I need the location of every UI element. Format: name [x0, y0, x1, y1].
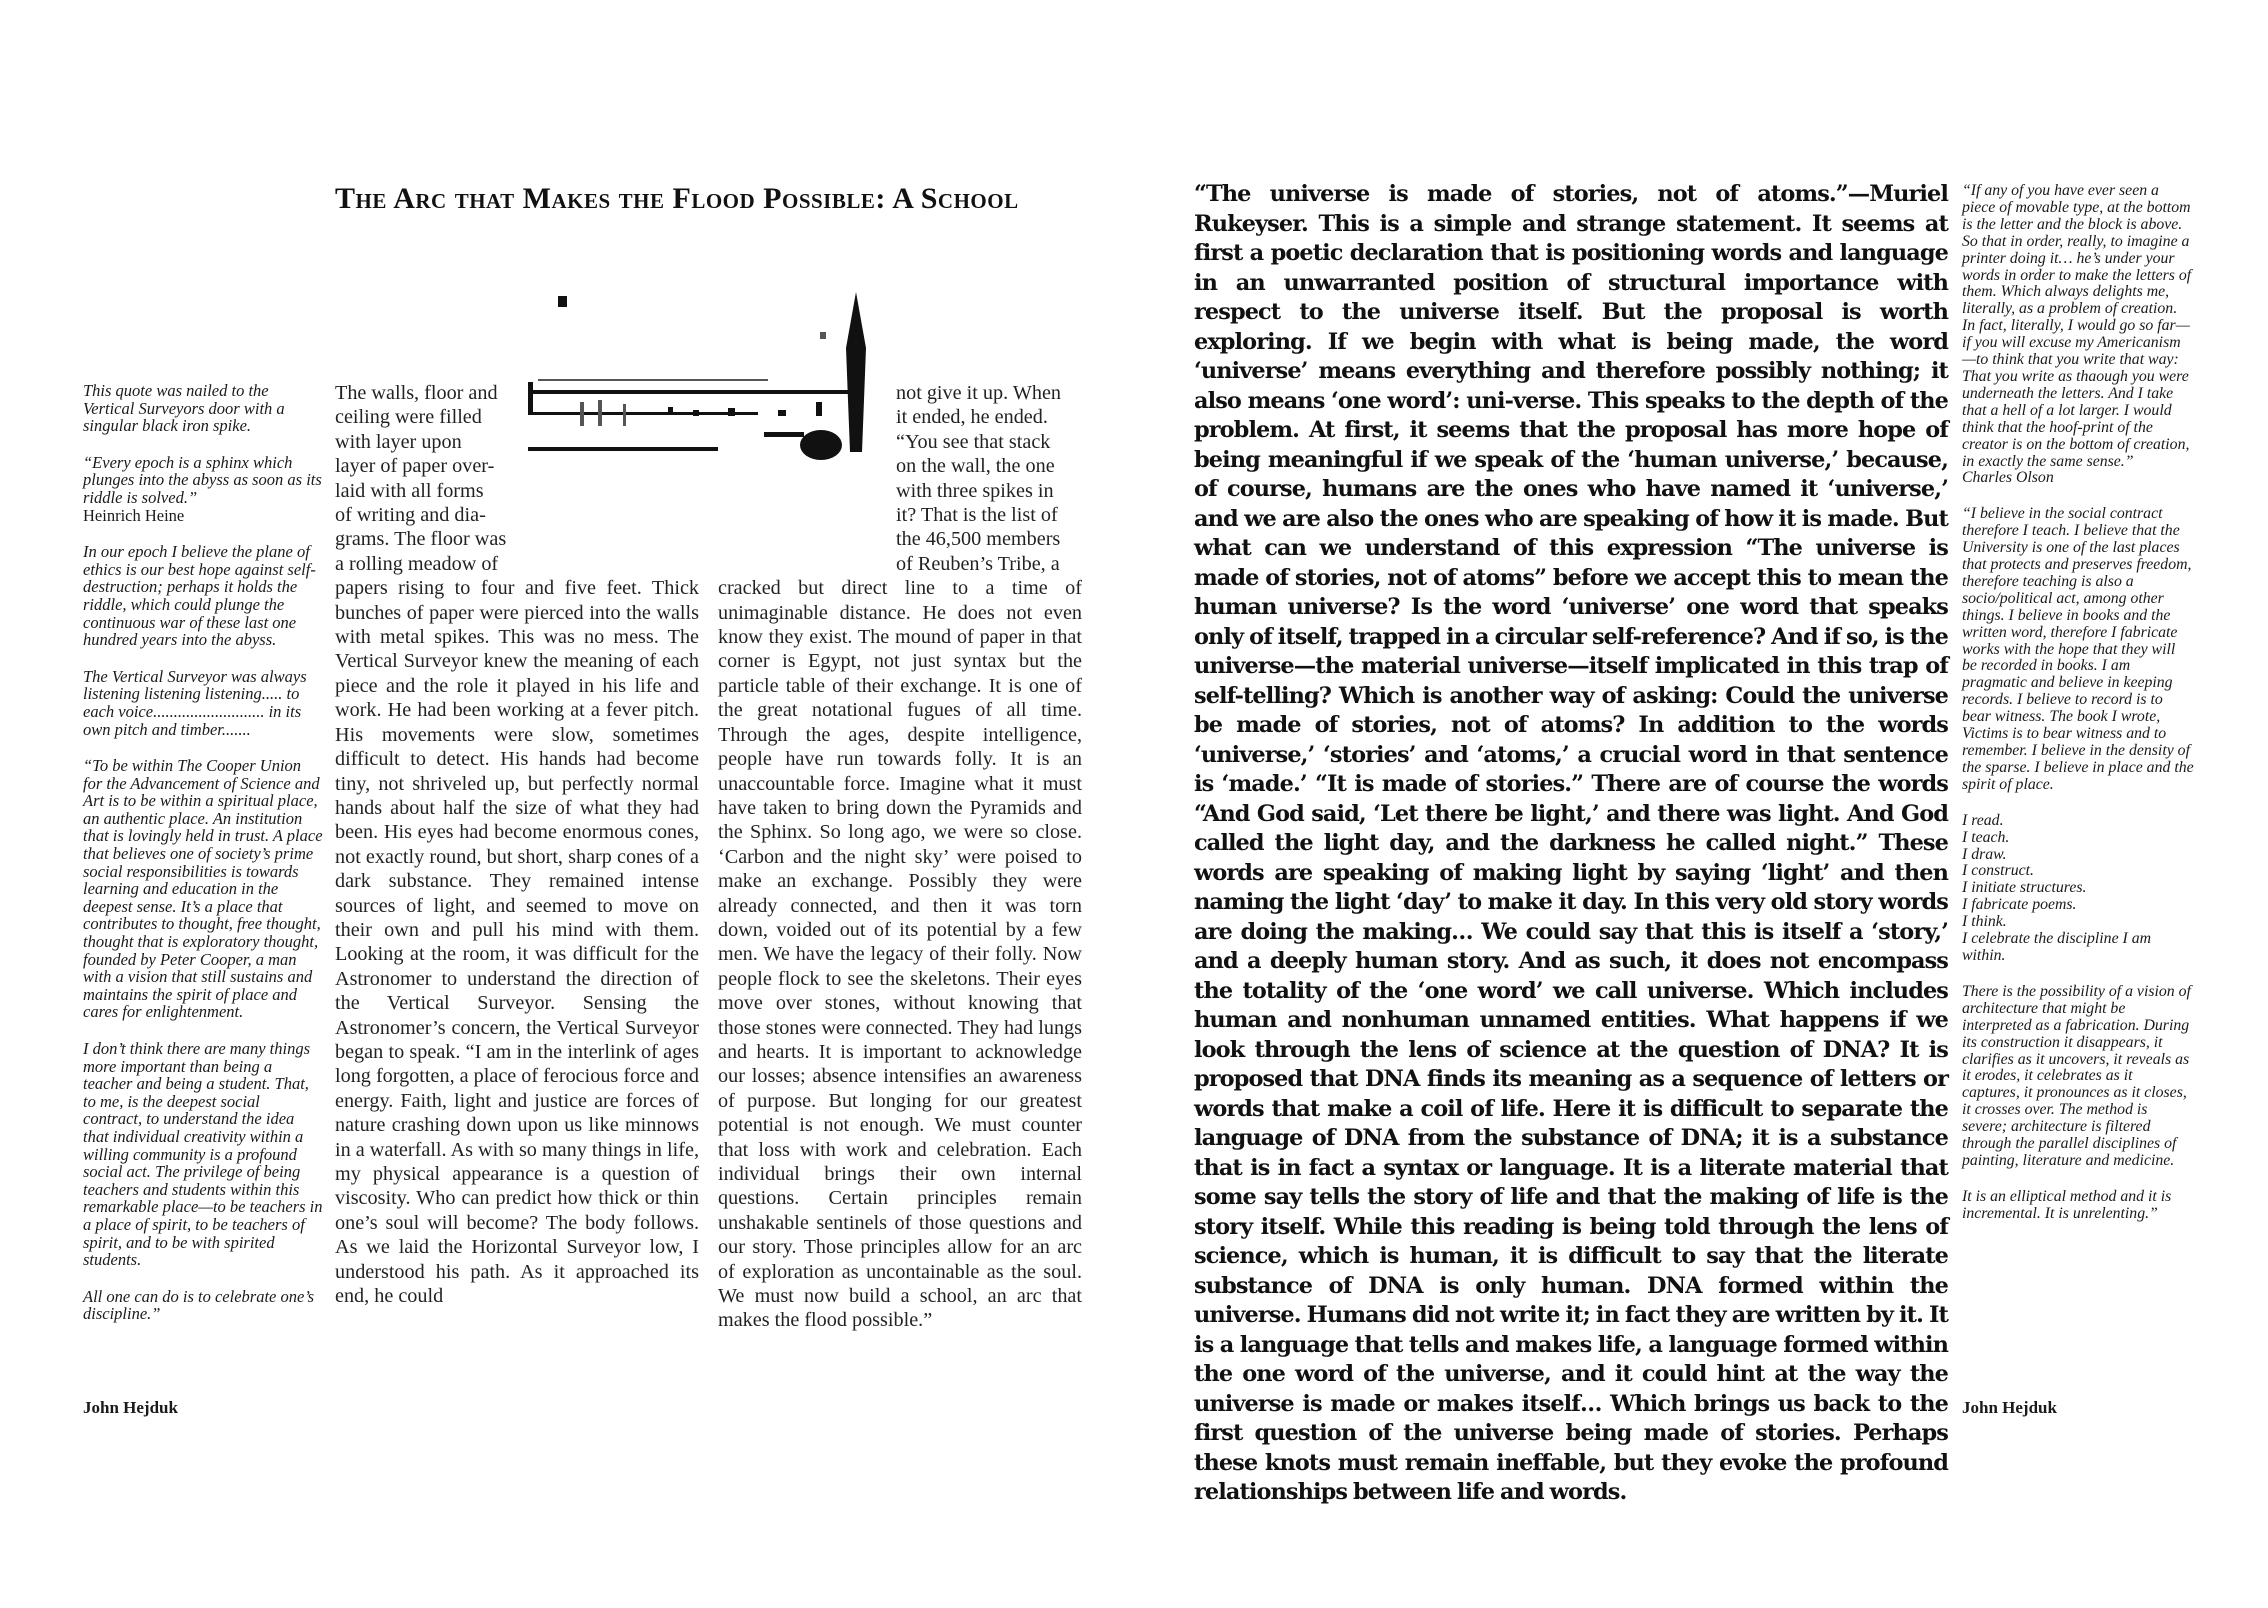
list-item: I initiate structures.	[1962, 879, 2087, 897]
margin-note: All one can do is to celebrate one’s discipline.”	[83, 1286, 315, 1324]
margin-note: There is the possibility of a vision of architecture that might be interpreted as a fabrication. During its construction it disappears, it clarifies as it uncovers, it reveals as it erodes, it celebrates as it captures, it pronounces as it closes, it crosses over. The method is severe; architecture is filtered through the parallel disciplines of painting, literature and medicine.	[1962, 982, 2191, 1169]
text-column-1	[335, 381, 699, 1308]
column-body: papers rising to four and five feet. Thick bunches of paper were pierced into the walls with metal spikes. This was no mess. The Vertical Surveyor knew the meaning of each piece and the role it played in his life and work. He had been working at a fever pitch. His movements were slow, sometimes difficult to detect. His hands had become tiny, not shriveled up, but perfectly normal hands about half the size of what they had been. His eyes had become enormous cones, not exactly round, but short, sharp cones of a dark substance. They remained intense sources of light, and seemed to move on their own and pull his mind with them. Looking at the room, it was difficult for the Astronomer to understand the direction of the Vertical Surveyor. Sensing the Astronomer’s concern, the Vertical Surveyor began to speak. “I am in the interlink of ages long forgotten, a place of ferocious force and energy. Faith, light and justice are forces of nature crashing down upon us like minnows in a waterfall. As with so many things in life, my physical appearance is a question of viscosity. Who can predict how thick or thin one’s soul will become? The body follows. As we laid the Horizontal Surveyor low, I understood his path. As it approached its end, he could	[335, 577, 699, 1308]
list-item: I teach.	[1962, 828, 2010, 846]
text-line: layer of paper over-	[335, 455, 495, 478]
column-body: cracked but direct line to a time of unimaginable distance. He does not even know they exist. The mound of paper in that corner is Egypt, not just syntax but the particle table of their exchange. It is one of the great notational fugues of all time. Through the ages, despite intelligence, people have run towards folly. It is an unaccountable force. Imagine what it must have taken to bring down the Pyramids and the Sphinx. So long ago, we were so close. ‘Carbon and the night sky’ were poised to make an exchange. Possibly they were already connected, and then it was torn down, voided out of its potential by a few men. We have the legacy of their folly. Now people flock to see the skeletons. Their eyes move over stones, without knowing that those stones were connected. They had lungs and hearts. It is important to acknowledge our losses; absence intensifies an awareness of purpose. But longing for our greatest potential is not enough. We must counter that loss with work and celebration. Each individual brings their own internal questions. Certain principles remain unshakable sentinels of those questions and our story. Those principles allow for an arc of exploration as uncontainable as the soul. We must now build a school, an arc that makes the flood possible.”	[718, 577, 1082, 1332]
text-line: The walls, floor and	[335, 382, 498, 404]
text-line: a rolling meadow of	[335, 552, 499, 575]
right-margin-notes	[1962, 183, 2194, 1242]
article-title: The Arc that Makes the Flood Possible: A School	[335, 182, 1019, 215]
text-line: of Reuben’s Tribe, a	[896, 552, 1060, 575]
text-line: grams. The floor was	[335, 528, 507, 551]
margin-note: “I believe in the social contract therefore I teach. I believe that the University is one of the last places that protects and preserves freedom, therefore teaching is also a socio/political act, among other things. I believe in books and the written word, therefore I fabricate works with the hope that they will be recorded in books. I am pragmatic and believe in keeping records. I believe to record is to bear witness. The book I wrote, Victims is to bear witness and to remember. I believe in the density of the sparse. I believe in place and the spirit of place.	[1962, 505, 2194, 793]
list-item: I celebrate the discipline I am within.	[1962, 930, 2152, 964]
margin-note: “To be within The Cooper Union for the Advancement of Science and Art is to be within a spiritual place, an authentic place. An institution that is lovingly held in trust. A place that believes one of society’s prime social responsibilities is towards learning and education in the deepest sense. It’s a place that contributes to thought, free thought, thought that is exploratory thought, founded by Peter Cooper, a man with a vision that still sustains and maintains the spirit of place and cares for enlightenment.	[83, 756, 323, 1022]
text-line: ceiling were filled	[335, 406, 482, 429]
quote-author: Heinrich Heine	[83, 505, 185, 525]
text-line: “You see that stack	[896, 430, 1051, 453]
text-line: the 46,500 members	[896, 528, 1061, 551]
list-item: I fabricate poems.	[1962, 896, 2077, 914]
text-line: on the wall, the one	[896, 455, 1055, 478]
list-item: I think.	[1962, 913, 2007, 931]
list-item: I read.	[1962, 811, 2004, 829]
margin-note: It is an elliptical method and it is incremental. It is unrelenting.”	[1962, 1187, 2172, 1222]
signature: John Hejduk	[83, 1398, 178, 1417]
quote-text: “If any of you have ever seen a piece of movable type, at the bottom is the letter and the block is above. So that in order, really, to imagine a printer doing it… he’s under your words in order to make the letters of them. Which always delights me, literally, as a problem of creation. In fact, literally, I would go so far—if you will excuse my Americanism—to think that you write that way: That you write as thaough you were underneath the letters. And I take that a hell of a lot larger. I would think that the hoof-print of the creator is on the bottom of creation, in exactly the same sense.”	[1962, 182, 2192, 470]
quote-text: “Every epoch is a sphinx which plunges into the abyss as soon as its riddle is solved.”	[83, 452, 322, 507]
text-line: of writing and dia-	[335, 504, 486, 527]
left-margin-notes	[83, 382, 323, 1342]
signature: John Hejduk	[1962, 1398, 2057, 1417]
column-wrap-text	[335, 381, 513, 576]
margin-quote	[1962, 183, 2194, 487]
margin-quote	[83, 454, 323, 524]
text-line: with three spikes in	[896, 479, 1054, 502]
essay-body: “The universe is made of stories, not of atoms.”—Muriel Rukeyser. This is a simple and strange statement. It seems at first a poetic declaration that is positioning words and language in an unwarranted position of structural importance with respect to the universe itself. But the proposal is worth exploring. If we begin with what is being made, the word ‘universe’ means everything and therefore possibly nothing; it also means ‘one word’: uni-verse. This speaks to the depth of the problem. At first, it seems that the proposal has more hope of being meaningful if we speak of the ‘human universe,’ because, of course, humans are the ones who have named it ‘universe,’ and we are also the ones who are speaking of how it is made. But what can we understand of this expression “The universe is made of stories, not of atoms” before we accept this to mean the human universe? Is the word ‘universe’ one word that speaks only of itself, trapped in a circular self-reference? And if so, is the universe—the material universe—itself implicated in this trap of self-telling? Which is another way of asking: Could the universe be made of stories, not of atoms? In addition to the words ‘universe,’ ‘stories’ and ‘atoms,’ a crucial word in that sentence is ‘made.’ “It is made of stories.” There are of course the words “And God said, ‘Let there be light,’ and there was light. And God called the light day, and the darkness he called night.” These words are speaking of making light by saying ‘light’ and then naming the light ‘day’ to make it day. In this very old story words are doing the making… We could say that this is itself a ‘story,’ and a deeply human story. And as such, it does not encompass the totality of the ‘one word’ we call universe. Which includes human and nonhuman unnamed entities. What happens if we look through the lens of science at the question of DNA? It is proposed that DNA finds its meaning as a sequence of letters or words that make a coil of life. Here it is difficult to separate the language of DNA from the substance of DNA; it is a substance that is in fact a syntax or language. It is a literate material that some say tells the story of life and that the making of life is the story itself. While this reading is being told through the lens of science, which is human, it is difficult to say that the literate substance of DNA is only human. DNA formed within the universe. Humans did not write it; in fact they are written by it. It is a language that tells and makes life, a language formed within the one word of the universe, and it could hint at the way the universe is made or makes itself… Which brings us back to the first question of the universe being made of stories. Perhaps these knots must remain ineffable, but they evoke the profound relationships between life and words.	[1194, 181, 1948, 1505]
column-wrap-text	[896, 381, 1082, 576]
text-line: not give it up. When	[896, 382, 1062, 404]
credo-list	[1962, 813, 2194, 965]
text-line: it? That is the list of	[896, 504, 1058, 527]
text-line: with layer upon	[335, 430, 462, 453]
margin-note: The Vertical Surveyor was always listening listening listening..... to each voice........................... in its own pitch and timber.......	[83, 666, 307, 739]
margin-note: I don’t think there are many things more important than being a teacher and being a student. That, to me, is the deepest social contract, to understand the idea that individual creativity within a willing community is a profound social act. The privilege of being teachers and students within this remarkable place—to be teachers in a place of spirit, to be teachers of spirit, and to be with spirited students.	[83, 1039, 323, 1270]
margin-note: In our epoch I believe the plane of ethics is our best hope against self-destruction; perhaps it holds the riddle, which could plunge the continuous war of these last one hundred years into the abyss.	[83, 542, 316, 650]
list-item: I construct.	[1962, 862, 2034, 880]
text-line: it ended, he ended.	[896, 406, 1048, 429]
margin-note: This quote was nailed to the Vertical Surveyors door with a singular black iron spike.	[83, 381, 285, 436]
text-column-2	[718, 381, 1082, 1333]
quote-author: Charles Olson	[1962, 469, 2054, 487]
text-line: laid with all forms	[335, 479, 484, 502]
list-item: I draw.	[1962, 845, 2007, 863]
